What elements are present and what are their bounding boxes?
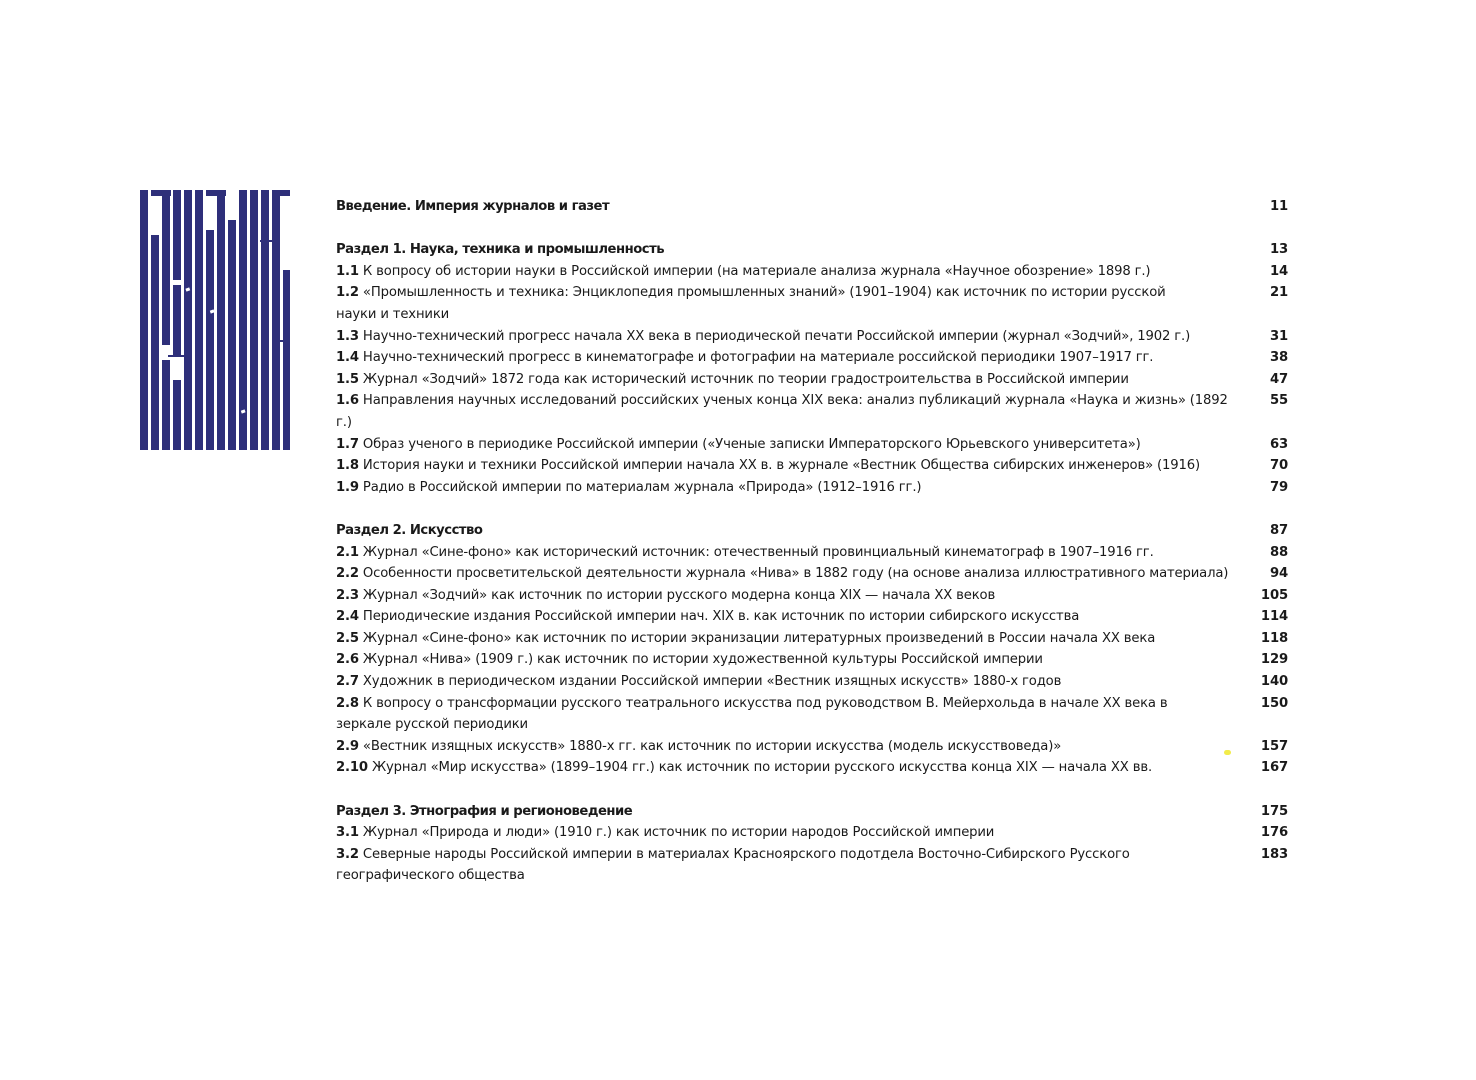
toc-entry[interactable]: [336, 757, 1288, 779]
toc-entry[interactable]: [336, 693, 1288, 736]
entry-number: 1.5: [336, 371, 359, 387]
entry-page: 31: [1269, 328, 1288, 344]
entry-number: 2.4: [336, 609, 359, 625]
toc-entry[interactable]: [336, 326, 1288, 348]
entry-page: 129: [1260, 652, 1288, 668]
entry-number: 2.2: [336, 566, 359, 582]
entry-number: 1.7: [336, 436, 359, 452]
entry-title: Журнал «Сине-фоно» как источник по истории экранизации литературных произведений в России начала XX века: [362, 630, 1156, 646]
entry-number: 2.8: [336, 695, 359, 711]
entry-title: Журнал «Мир искусства» (1899–1904 гг.) как источник по истории русского искусства конца XIX — начала XX вв.: [371, 760, 1152, 776]
entry-number: 1.9: [336, 479, 359, 495]
entry-page: 118: [1260, 630, 1288, 646]
entry-page: 63: [1269, 436, 1288, 452]
toc-entry[interactable]: [336, 434, 1288, 456]
toc-entry[interactable]: [336, 606, 1288, 628]
toc-section-heading[interactable]: [336, 239, 1288, 261]
entry-number: 2.10: [336, 760, 368, 776]
entry-number: 2.5: [336, 630, 359, 646]
entry-title: Журнал «Природа и люди» (1910 г.) как источник по истории народов Российской империи: [362, 825, 995, 841]
entry-title: Художник в периодическом издании Российской империи «Вестник изящных искусств» 1880-х годов: [362, 674, 1062, 690]
entry-number: 3.1: [336, 825, 359, 841]
entry-number: 2.1: [336, 544, 359, 560]
entry-page: 38: [1269, 350, 1288, 366]
entry-page: 79: [1269, 479, 1288, 495]
toc-entry[interactable]: [336, 369, 1288, 391]
entry-number: 1.6: [336, 393, 359, 409]
striped-lettering-icon: [140, 190, 290, 450]
toc-section-heading[interactable]: [336, 520, 1288, 542]
entry-number: 1.4: [336, 350, 359, 366]
entry-title: Научно-технический прогресс начала XX века в периодической печати Российской империи (журнал «Зодчий», 1902 г.): [362, 328, 1191, 344]
entry-page: 94: [1269, 566, 1288, 582]
entry-number: 3.2: [336, 846, 359, 862]
entry-title: «Промышленность и техника: Энциклопедия промышленных знаний» (1901–1904) как источник по истории русской науки и техники: [336, 285, 1166, 322]
toc-intro-title: Введение. Империя журналов и газет: [336, 199, 610, 214]
decorative-title-logo: [140, 190, 290, 450]
entry-page: 140: [1260, 674, 1288, 690]
table-of-contents: [336, 196, 1288, 887]
toc-entry[interactable]: [336, 844, 1288, 887]
entry-title: Образ ученого в периодике Российской империи («Ученые записки Императорского Юрьевского университета»): [362, 436, 1141, 452]
entry-page: 157: [1260, 738, 1288, 754]
entry-number: 1.1: [336, 263, 359, 279]
scan-artifact-speck: [1224, 750, 1231, 755]
entry-page: 150: [1260, 695, 1288, 711]
toc-entry[interactable]: [336, 563, 1288, 585]
entry-number: 2.3: [336, 587, 359, 603]
entry-number: 2.7: [336, 674, 359, 690]
entry-page: 105: [1260, 587, 1288, 603]
entry-page: 55: [1269, 393, 1288, 409]
section-title: Раздел 1. Наука, техника и промышленность: [336, 242, 665, 258]
section-title: Раздел 3. Этнография и регионоведение: [336, 803, 633, 819]
entry-title: Радио в Российской империи по материалам журнала «Природа» (1912–1916 гг.): [362, 479, 922, 495]
entry-title: Северные народы Российской империи в материалах Красноярского подотдела Восточно-Сибирского Русского географического общества: [336, 846, 1130, 884]
toc-intro-page: 11: [1269, 199, 1288, 214]
entry-page: 176: [1260, 825, 1288, 841]
toc-intro-entry[interactable]: [336, 196, 1288, 218]
entry-number: 1.2: [336, 285, 359, 301]
section-page: 87: [1269, 522, 1288, 538]
entry-title: Периодические издания Российской империи нач. XIX в. как источник по истории сибирского искусства: [362, 609, 1080, 625]
entry-title: Журнал «Зодчий» как источник по истории русского модерна конца XIX — начала XX веков: [362, 587, 996, 603]
section-page: 13: [1269, 242, 1288, 258]
entry-number: 2.9: [336, 738, 359, 754]
entry-title: «Вестник изящных искусств» 1880-х гг. как источник по истории искусства (модель искусствоведа)»: [362, 738, 1062, 754]
toc-entry[interactable]: [336, 822, 1288, 844]
entry-page: 167: [1260, 760, 1288, 776]
toc-entry[interactable]: [336, 671, 1288, 693]
toc-entry[interactable]: [336, 585, 1288, 607]
entry-title: Направления научных исследований российских ученых конца XIX века: анализ публикаций журнала «Наука и жизнь» (1892 г.): [336, 393, 1228, 430]
entry-number: 2.6: [336, 652, 359, 668]
entry-page: 47: [1269, 371, 1288, 387]
entry-title: К вопросу об истории науки в Российской империи (на материале анализа журнала «Научное обозрение» 1898 г.): [362, 263, 1151, 279]
entry-page: 114: [1260, 609, 1288, 625]
toc-entry[interactable]: [336, 282, 1288, 325]
toc-entry[interactable]: [336, 261, 1288, 283]
entry-page: 14: [1269, 263, 1288, 279]
entry-title: Особенности просветительской деятельности журнала «Нива» в 1882 году (на основе анализа иллюстративного материала): [362, 566, 1229, 582]
entry-title: Научно-технический прогресс в кинематографе и фотографии на материале российской периодики 1907–1917 гг.: [362, 350, 1154, 366]
entry-title: Журнал «Нива» (1909 г.) как источник по истории художественной культуры Российской империи: [362, 652, 1043, 668]
section-page: 175: [1260, 803, 1288, 819]
entry-page: 70: [1269, 458, 1288, 474]
toc-entry[interactable]: [336, 628, 1288, 650]
toc-entry[interactable]: [336, 477, 1288, 499]
entry-page: 183: [1260, 846, 1288, 862]
entry-title: История науки и техники Российской империи начала XX в. в журнале «Вестник Общества сибирских инженеров» (1916): [362, 458, 1201, 474]
toc-entry[interactable]: [336, 390, 1288, 433]
toc-entry[interactable]: [336, 455, 1288, 477]
entry-number: 1.8: [336, 458, 359, 474]
entry-title: Журнал «Сине-фоно» как исторический источник: отечественный провинциальный кинематограф в 1907–1916 гг.: [362, 544, 1154, 560]
entry-page: 88: [1269, 544, 1288, 560]
section-title: Раздел 2. Искусство: [336, 522, 483, 538]
entry-title: К вопросу о трансформации русского театрального искусства под руководством В. Мейерхольда в начале XX века в зеркале русской периодики: [336, 695, 1168, 733]
toc-entry[interactable]: [336, 542, 1288, 564]
entry-title: Журнал «Зодчий» 1872 года как исторический источник по теории градостроительства в Российской империи: [362, 371, 1129, 387]
toc-section-heading[interactable]: [336, 801, 1288, 823]
toc-entry[interactable]: [336, 347, 1288, 369]
entry-page: 21: [1269, 285, 1288, 301]
toc-entry[interactable]: [336, 736, 1288, 758]
entry-number: 1.3: [336, 328, 359, 344]
toc-entry[interactable]: [336, 649, 1288, 671]
